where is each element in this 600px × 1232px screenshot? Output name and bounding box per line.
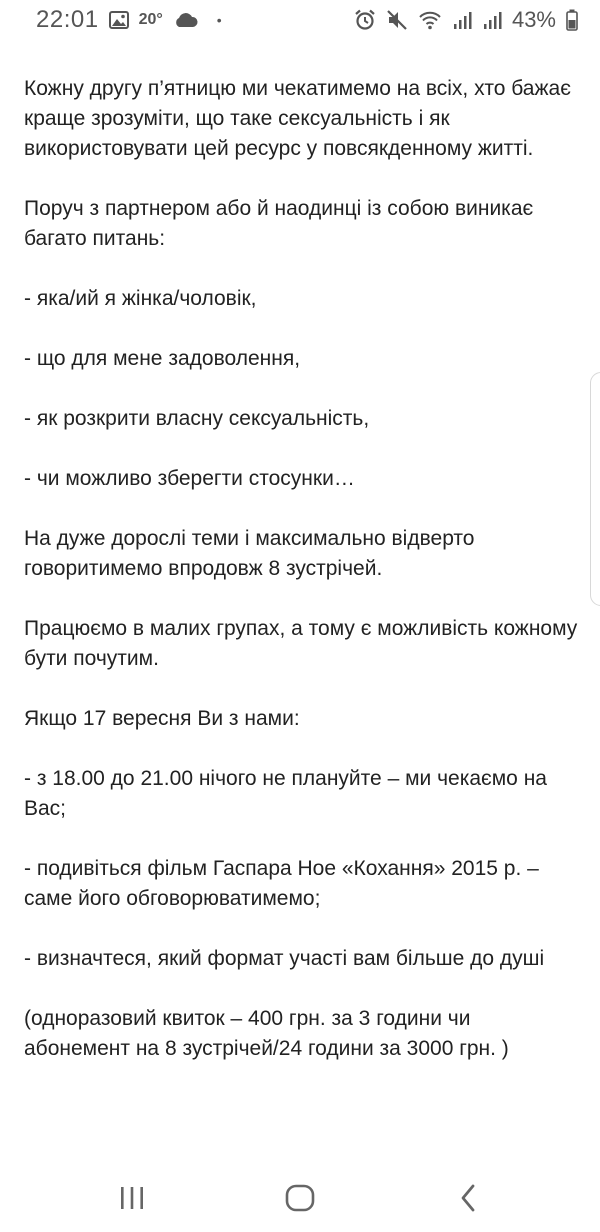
paragraph: Поруч з партнером або й наодинці із собою виникає багато питань: — [24, 197, 534, 250]
list-item: - подивіться фільм Гаспара Ное «Кохання» 2015 р. – саме його обговорюватимемо; — [24, 857, 539, 910]
message-body — [24, 74, 580, 1094]
back-button[interactable] — [448, 1178, 488, 1218]
cloud-icon — [173, 12, 199, 28]
alarm-icon — [354, 9, 376, 31]
paragraph: Кожну другу п’ятницю ми чекатимемо на всіх, хто бажає краще зрозуміти, що таке сексуальність і як використовувати цей ресурс у повсякденному житті. — [24, 77, 571, 160]
recent-apps-button[interactable] — [112, 1178, 152, 1218]
clock: 22:01 — [36, 6, 99, 33]
battery-icon — [566, 9, 578, 31]
list-item: - як розкрити власну сексуальність, — [24, 407, 370, 430]
battery-percentage: 43% — [511, 7, 556, 32]
wifi-icon — [418, 10, 442, 30]
list-item: - яка/ий я жінка/чоловік, — [24, 287, 257, 310]
list-item: - з 18.00 до 21.00 нічого не плануйте – ми чекаємо на Вас; — [24, 767, 547, 820]
paragraph: Якщо 17 вересня Ви з нами: — [24, 707, 300, 730]
signal-icon — [482, 10, 502, 30]
home-icon — [284, 1184, 316, 1212]
status-bar-right — [354, 7, 578, 33]
status-bar — [0, 0, 600, 40]
status-bar-left — [36, 6, 222, 34]
paragraph: Працюємо в малих групах, а тому є можливість кожному бути почутим. — [24, 617, 578, 670]
list-item: - чи можливо зберегти стосунки… — [24, 467, 355, 490]
navigation-bar — [0, 1166, 600, 1232]
back-icon — [458, 1184, 478, 1212]
paragraph: На дуже дорослі теми і максимально відверто говоритимемо впродовж 8 зустрічей. — [24, 527, 475, 580]
mute-icon — [386, 9, 408, 31]
paragraph: (одноразовий квиток – 400 грн. за 3 години чи абонемент на 8 зустрічей/24 години за 3000 грн. ) — [24, 1007, 509, 1060]
temperature: 20° — [138, 11, 163, 28]
notification-dot: • — [216, 12, 222, 28]
home-button[interactable] — [280, 1178, 320, 1218]
recent-apps-icon — [117, 1185, 147, 1211]
list-item: - що для мене задоволення, — [24, 347, 301, 370]
scroll-handle[interactable] — [590, 372, 600, 606]
list-item: - визначтеся, який формат участі вам більше до душі — [24, 947, 545, 970]
gallery-icon — [109, 11, 129, 29]
signal-icon — [452, 10, 472, 30]
